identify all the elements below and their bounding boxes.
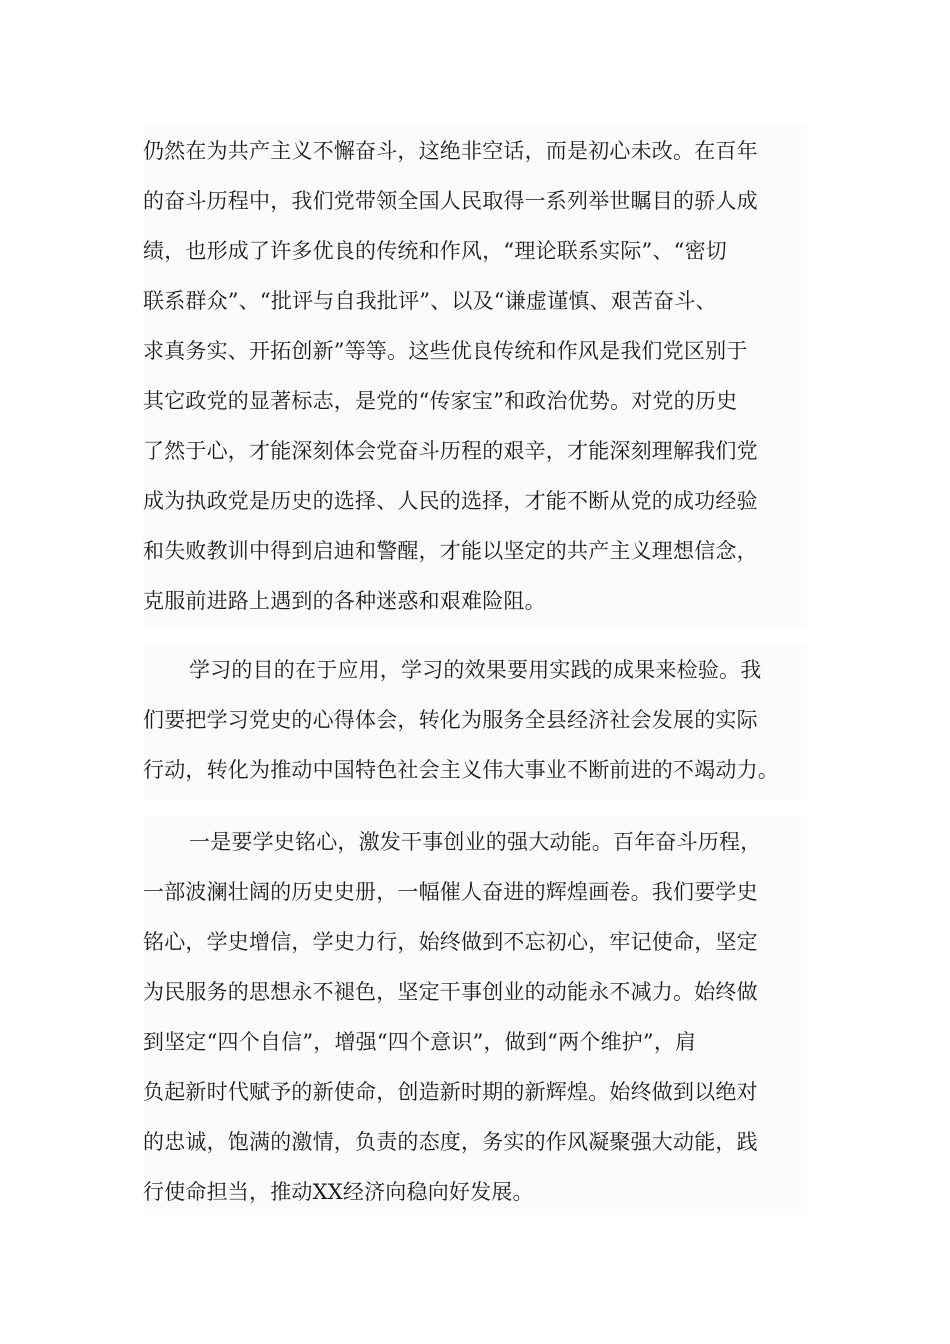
paragraph-line: 和失败教训中得到启迪和警醒，才能以坚定的共产主义理想信念， bbox=[143, 539, 758, 563]
paragraph-line: 克服前进路上遇到的各种迷惑和艰难险阻。 bbox=[143, 589, 546, 613]
paragraph-line: 联系群众”、“批评与自我批评”、以及“谦虚谨慎、艰苦奋斗、 bbox=[143, 289, 717, 313]
paragraph-line: 行使命担当，推动XX经济向稳向好发展。 bbox=[143, 1180, 534, 1204]
paragraph-line: 的奋斗历程中，我们党带领全国人民取得一系列举世瞩目的骄人成 bbox=[143, 189, 758, 213]
paragraph-line: 到坚定“四个自信”，增强“四个意识”，做到“两个维护”，肩 bbox=[143, 1030, 697, 1054]
paragraph-line: 其它政党的显著标志，是党的“传家宝”和政治优势。对党的历史 bbox=[143, 389, 738, 413]
paragraph-3 bbox=[143, 815, 807, 1215]
paragraph-line: 成为执政党是历史的选择、人民的选择，才能不断从党的成功经验 bbox=[143, 489, 758, 513]
paragraph-line: 行动，转化为推动中国特色社会主义伟大事业不断前进的不竭动力。 bbox=[143, 758, 779, 782]
paragraph-line: 们要把学习党史的心得体会，转化为服务全县经济社会发展的实际 bbox=[143, 708, 758, 732]
paragraph-line: 一部波澜壮阔的历史史册，一幅催人奋进的辉煌画卷。我们要学史 bbox=[143, 880, 758, 904]
paragraph-line: 一是要学史铭心，激发干事创业的强大动能。百年奋斗历程， bbox=[189, 830, 762, 854]
paragraph-line: 学习的目的在于应用，学习的效果要用实践的成果来检验。我 bbox=[189, 658, 762, 682]
paragraph-line: 为民服务的思想永不褪色，坚定干事创业的动能永不减力。始终做 bbox=[143, 980, 758, 1004]
paragraph-2 bbox=[143, 645, 807, 800]
paragraph-line: 的忠诚，饱满的激情，负责的态度，务实的作风凝聚强大动能，践 bbox=[143, 1130, 758, 1154]
paragraph-line: 负起新时代赋予的新使命，创造新时期的新辉煌。始终做到以绝对 bbox=[143, 1080, 758, 1104]
paragraph-line: 求真务实、开拓创新”等等。这些优良传统和作风是我们党区别于 bbox=[143, 339, 748, 363]
paragraph-1 bbox=[143, 124, 807, 626]
paragraph-line: 铭心，学史增信，学史力行，始终做到不忘初心，牢记使命，坚定 bbox=[143, 930, 758, 954]
paragraph-line: 了然于心，才能深刻体会党奋斗历程的艰辛，才能深刻理解我们党 bbox=[143, 439, 758, 463]
paragraph-line: 仍然在为共产主义不懈奋斗，这绝非空话，而是初心未改。在百年 bbox=[143, 139, 758, 163]
paragraph-line: 绩，也形成了许多优良的传统和作风，“理论联系实际”、“密切 bbox=[143, 239, 728, 263]
